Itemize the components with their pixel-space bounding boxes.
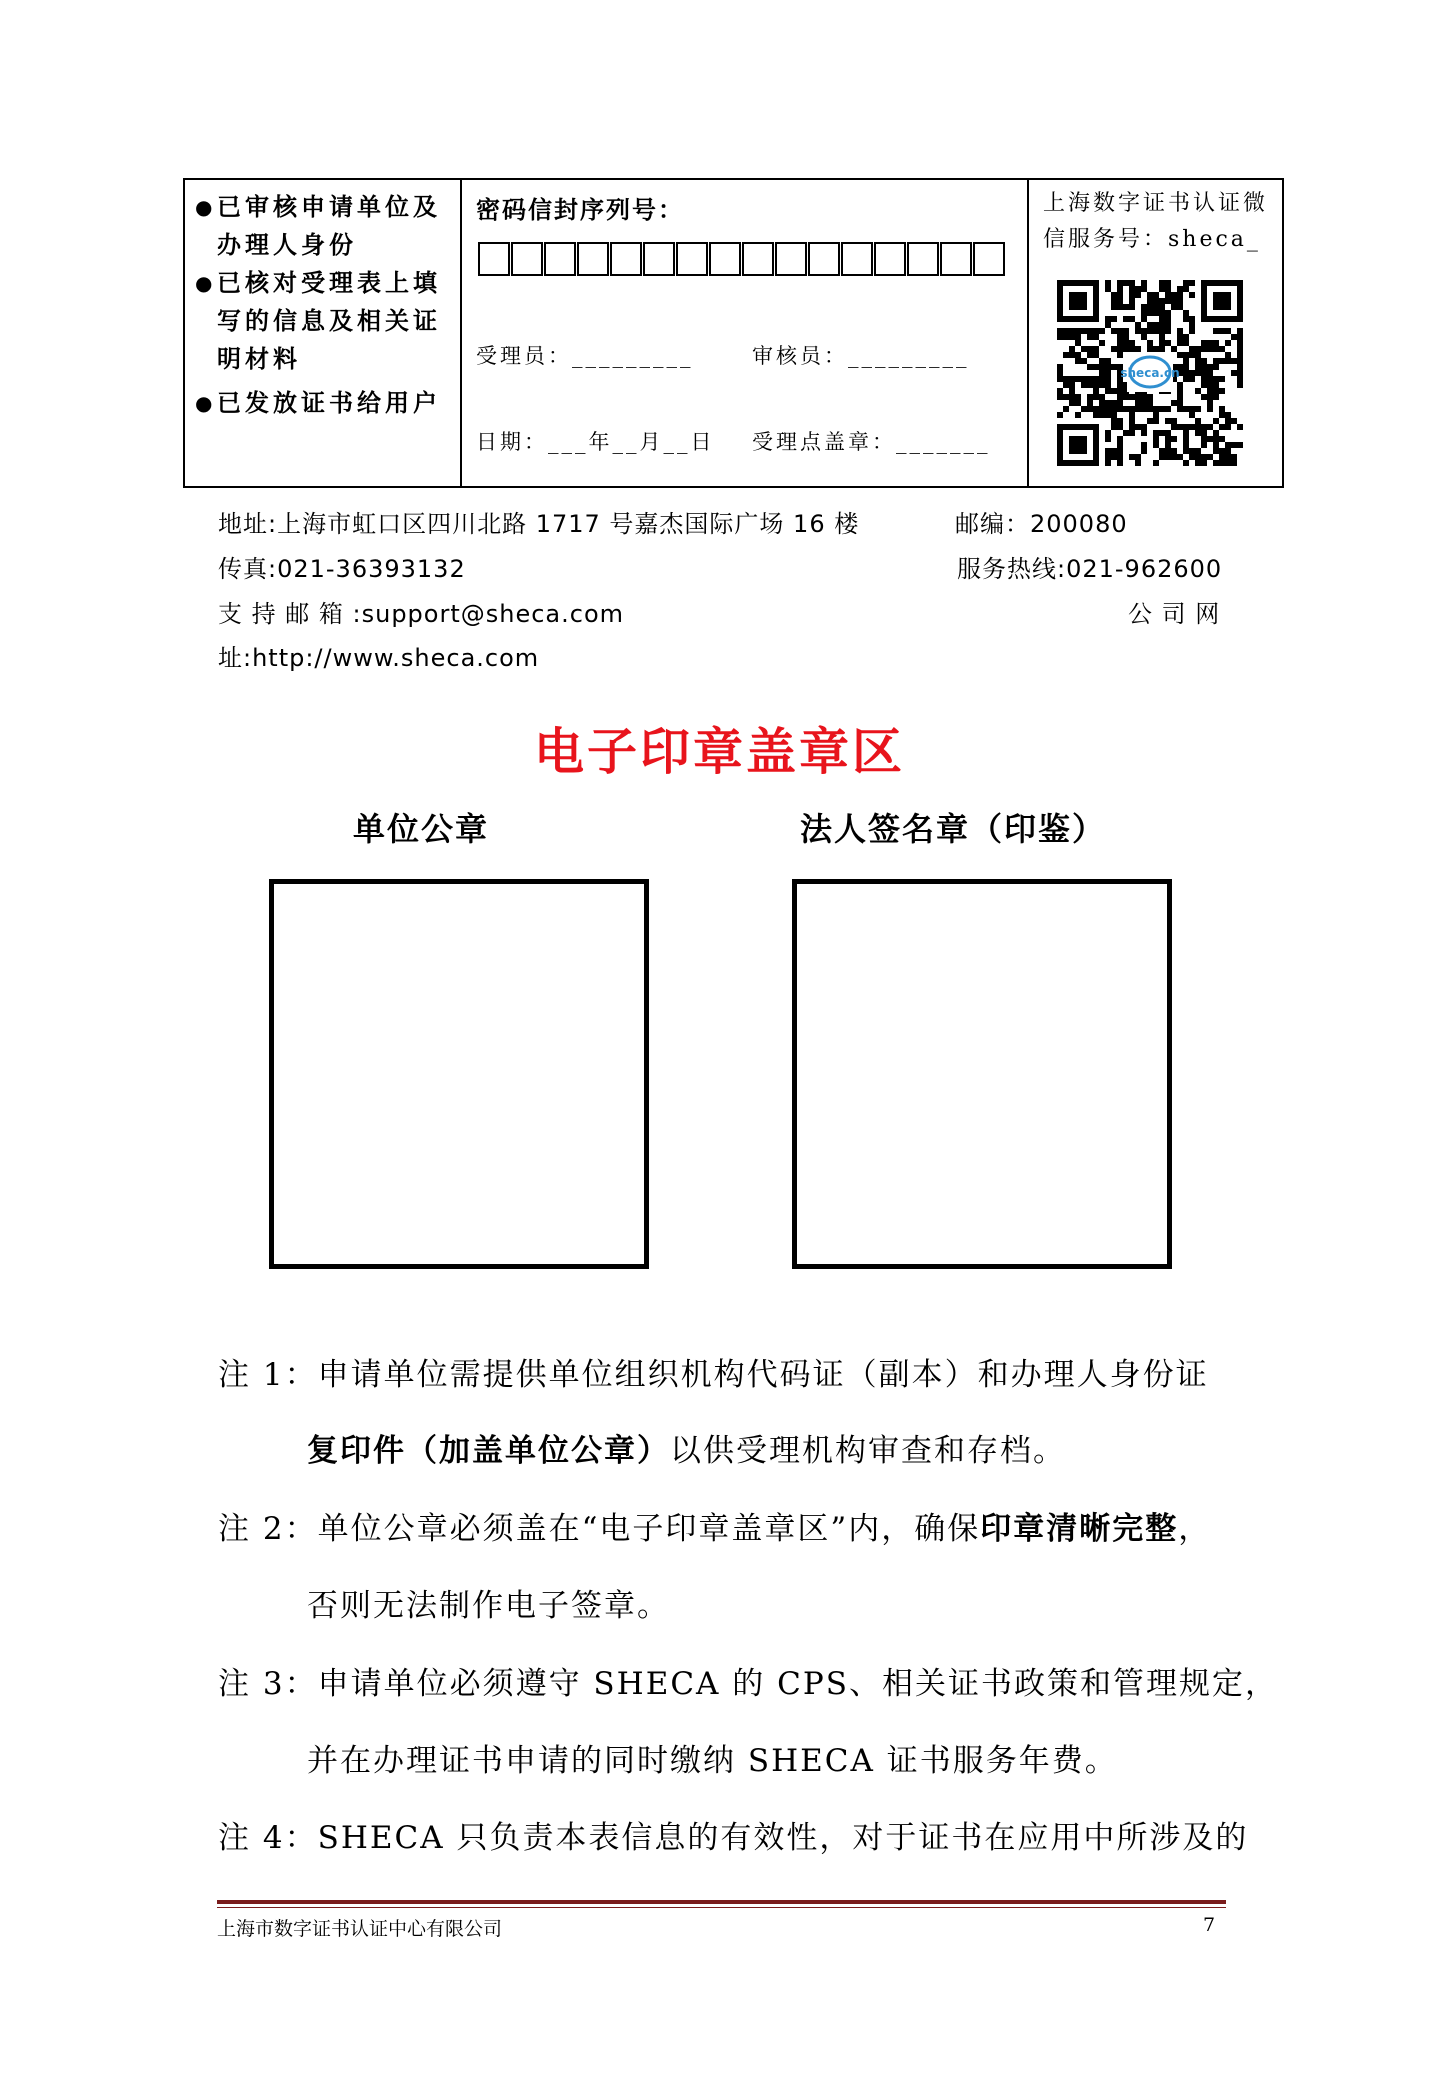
check-item: [195, 384, 460, 422]
serial-box: [775, 242, 807, 276]
serial-section: [462, 180, 1029, 486]
fax: 传真:021-36393132: [218, 555, 466, 583]
receiver-signature-line: 受理员：_________: [476, 344, 694, 368]
postcode: 邮编：200080: [955, 510, 1128, 538]
date-line: 日期：___年__月__日: [476, 430, 715, 454]
support-email[interactable]: 支 持 邮 箱 :support@sheca.com: [218, 600, 625, 628]
note-2-pre: 注 2：单位公章必须盖在“电子印章盖章区”内，确保: [218, 1511, 981, 1547]
wechat-section: [1029, 180, 1282, 486]
unit-seal-label: 单位公章: [353, 810, 490, 848]
note-1-line-1: 注 1：申请单位需提供单位组织机构代码证（副本）和办理人身份证: [218, 1357, 1209, 1393]
note-1-line-2: [307, 1425, 1066, 1470]
serial-box: [511, 242, 543, 276]
serial-box: [643, 242, 675, 276]
note-4-line-1: 注 4：SHECA 只负责本表信息的有效性，对于证书在应用中所涉及的: [218, 1820, 1249, 1856]
note-2-line-2: 否则无法制作电子签章。: [307, 1588, 670, 1624]
note-1-rest: 以供受理机构审查和存档。: [670, 1433, 1066, 1469]
hotline: 服务热线:021-962600: [957, 555, 1223, 583]
address-line: 地址:上海市虹口区四川北路 1717 号嘉杰国际广场 16 楼: [218, 510, 860, 538]
reviewer-signature-line: 审核员：_________: [752, 344, 970, 368]
serial-box: [742, 242, 774, 276]
qr-logo-text: sheca.cn: [1120, 366, 1180, 380]
serial-box: [709, 242, 741, 276]
website-url[interactable]: 址:http://www.sheca.com: [218, 644, 540, 672]
footer-company: 上海市数字证书认证中心有限公司: [217, 1918, 503, 1940]
website-label: 公 司 网: [1128, 600, 1221, 628]
check-item: [195, 264, 460, 378]
serial-box: [841, 242, 873, 276]
qr-code-icon: [1057, 280, 1243, 466]
serial-box: [874, 242, 906, 276]
serial-box: [940, 242, 972, 276]
check-item-text: 已发放证书给用户: [217, 389, 441, 417]
acceptance-table: [183, 178, 1284, 488]
note-2-bold: 印章清晰完整: [980, 1511, 1179, 1547]
check-item-text: 已审核申请单位及办理人身份: [217, 193, 441, 259]
footer-rule-thin: [217, 1907, 1226, 1908]
serial-box: [907, 242, 939, 276]
serial-box: [478, 242, 510, 276]
serial-number-boxes: [478, 242, 1006, 276]
serial-box: [610, 242, 642, 276]
serial-box: [577, 242, 609, 276]
bullet-icon: ●: [195, 195, 217, 219]
bullet-icon: ●: [195, 391, 217, 415]
page-number: 7: [1203, 1914, 1216, 1936]
stamp-area-title: 电子印章盖章区: [534, 723, 905, 781]
check-item: [195, 188, 460, 264]
serial-box: [973, 242, 1005, 276]
note-2-post: ，: [1178, 1511, 1212, 1547]
footer-rule: [217, 1900, 1226, 1904]
legal-seal-label: 法人签名章（印鉴）: [800, 810, 1107, 848]
legal-seal-box: [792, 879, 1172, 1269]
wechat-label: 上海数字证书认证微信服务号：sheca_: [1043, 191, 1269, 252]
seal-line: 受理点盖章：_______: [752, 430, 991, 454]
unit-seal-box: [269, 879, 649, 1269]
serial-label: 密码信封序列号：: [476, 196, 684, 224]
note-3-line-1: 注 3：申请单位必须遵守 SHECA 的 CPS、相关证书政策和管理规定，: [218, 1666, 1278, 1702]
serial-box: [808, 242, 840, 276]
note-1-bold: 复印件（加盖单位公章）: [307, 1433, 670, 1469]
note-3-line-2: 并在办理证书申请的同时缴纳 SHECA 证书服务年费。: [307, 1743, 1118, 1779]
note-2-line-1: [218, 1503, 1211, 1548]
serial-box: [544, 242, 576, 276]
check-list: [185, 180, 462, 486]
serial-box: [676, 242, 708, 276]
bullet-icon: ●: [195, 271, 217, 295]
check-item-text: 已核对受理表上填写的信息及相关证明材料: [217, 269, 441, 373]
